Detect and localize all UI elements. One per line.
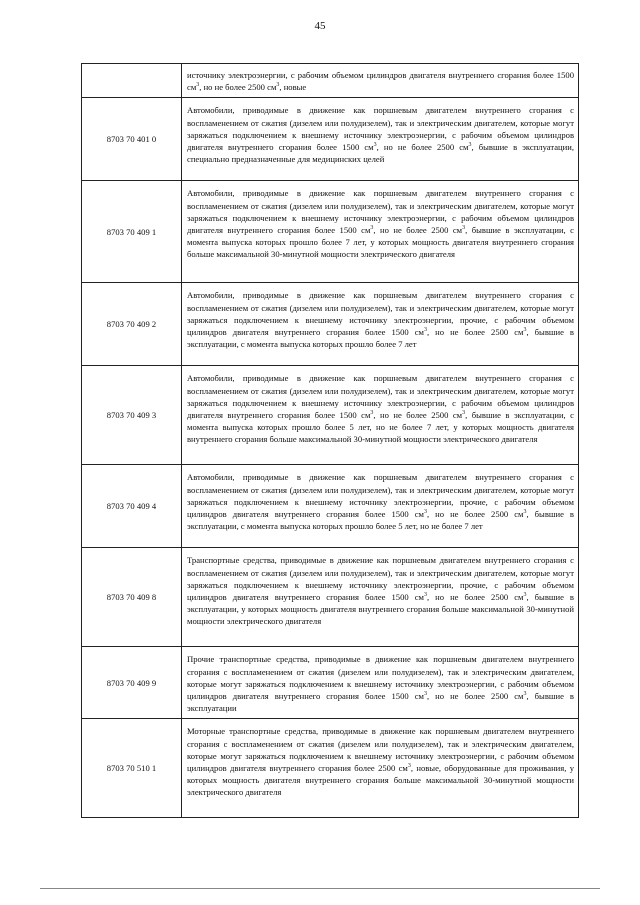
tariff-code-table — [81, 63, 579, 818]
description-cell: Автомобили, приводимые в движение как поршневым двигателем внутреннего сгорания с воспламенением от сжатия (дизелем или полудизелем), так и электрическим двигателем, которые могут заряжаться подключением к внешнему источнику электроэнергии, прочие, с рабочим объемом цилиндров двигателя внутреннего сгорания более 1500 $см^3$, но не более 2500 $см^3$, бывшие в эксплуатации, с момента выпуска которых прошло более 7 лет — [182, 283, 579, 366]
tariff-code-cell: 8703 70 510 1 — [82, 719, 182, 818]
description-cell: Автомобили, приводимые в движение как поршневым двигателем внутреннего сгорания с воспламенением от сжатия (дизелем или полудизелем), так и электрическим двигателем, которые могут заряжаться подключением к внешнему источнику электроэнергии, с рабочим объемом цилиндров двигателя внутреннего сгорания более 1500 $см^3$, но не более 2500 $см^3$, бывшие в эксплуатации, с момента выпуска которых прошло более 5 лет, но не более 7 лет, у которых мощность двигателя внутреннего сгорания больше максимальной 30-минутной мощности электрического двигателя — [182, 366, 579, 465]
table-row — [82, 465, 579, 548]
tariff-code-cell: 8703 70 409 1 — [82, 181, 182, 283]
tariff-code-cell — [82, 64, 182, 98]
table-row — [82, 366, 579, 465]
page-number: 45 — [314, 20, 326, 32]
table-row — [82, 98, 579, 181]
scan-bottom-edge — [40, 888, 600, 889]
description-cell: Автомобили, приводимые в движение как поршневым двигателем внутреннего сгорания с воспламенением от сжатия (дизелем или полудизелем), так и электрическим двигателем, которые могут заряжаться подключением к внешнему источнику электроэнергии, с рабочим объемом цилиндров двигателя внутреннего сгорания более 1500 $см^3$, но не более 2500 $см^3$, бывшие в эксплуатации, с момента выпуска которых прошло более 7 лет, у которых мощность двигателя внутреннего сгорания больше максимальной 30-минутной мощности электрического двигателя — [182, 181, 579, 283]
description-cell: Автомобили, приводимые в движение как поршневым двигателем внутреннего сгорания с воспламенением от сжатия (дизелем или полудизелем), так и электрическим двигателем, которые могут заряжаться подключением к внешнему источнику электроэнергии, прочие, с рабочим объемом цилиндров двигателя внутреннего сгорания более 1500 $см^3$, но не более 2500 $см^3$, бывшие в эксплуатации, с момента выпуска которых прошло более 5 лет, но не более 7 лет — [182, 465, 579, 548]
tariff-code-cell: 8703 70 409 2 — [82, 283, 182, 366]
tariff-code-cell: 8703 70 409 8 — [82, 548, 182, 647]
description-cell: источнику электроэнергии, с рабочим объемом цилиндров двигателя внутреннего сгорания более 1500 $см^3$, но не более 2500 $см^3$, новые — [182, 64, 579, 98]
table-row — [82, 181, 579, 283]
description-cell: Транспортные средства, приводимые в движение как поршневым двигателем внутреннего сгорания с воспламенением от сжатия (дизелем или полудизелем), так и электрическим двигателем, которые могут заряжаться подключением к внешнему источнику электроэнергии, прочие, с рабочим объемом цилиндров двигателя внутреннего сгорания более 1500 $см^3$, но не более 2500 $см^3$, бывшие в эксплуатации, у которых мощность двигателя внутреннего сгорания больше максимальной 30-минутной мощности электрического двигателя — [182, 548, 579, 647]
tariff-code-cell: 8703 70 409 3 — [82, 366, 182, 465]
table-row — [82, 647, 579, 719]
table-row — [82, 719, 579, 818]
tariff-code-cell: 8703 70 409 4 — [82, 465, 182, 548]
description-cell: Прочие транспортные средства, приводимые в движение как поршневым двигателем внутреннего сгорания с воспламенением от сжатия (дизелем или полудизелем), так и электрическим двигателем, которые могут заряжаться подключением к внешнему источнику электроэнергии, с рабочим объемом цилиндров двигателя внутреннего сгорания более 1500 $см^3$, но не более 2500 $см^3$, бывшие в эксплуатации — [182, 647, 579, 719]
description-cell: Автомобили, приводимые в движение как поршневым двигателем внутреннего сгорания с воспламенением от сжатия (дизелем или полудизелем), так и электрическим двигателем, которые могут заряжаться подключением к внешнему источнику электроэнергии, с рабочим объемом цилиндров двигателя внутреннего сгорания более 1500 $см^3$, но не более 2500 $см^3$, бывшие в эксплуатации, специально предназначенные для медицинских целей — [182, 98, 579, 181]
table-row — [82, 64, 579, 98]
table-row — [82, 283, 579, 366]
tariff-code-cell: 8703 70 409 9 — [82, 647, 182, 719]
description-cell: Моторные транспортные средства, приводимые в движение как поршневым двигателем внутреннего сгорания с воспламенением от сжатия (дизелем или полудизелем), так и электрическим двигателем, которые могут заряжаться подключением к внешнему источнику электроэнергии, с рабочим объемом цилиндров двигателя внутреннего сгорания более 2500 $см^3$, новые, оборудованные для проживания, у которых мощность двигателя внутреннего сгорания больше максимальной 30-минутной мощности электрического двигателя — [182, 719, 579, 818]
tariff-code-cell: 8703 70 401 0 — [82, 98, 182, 181]
table-row — [82, 548, 579, 647]
